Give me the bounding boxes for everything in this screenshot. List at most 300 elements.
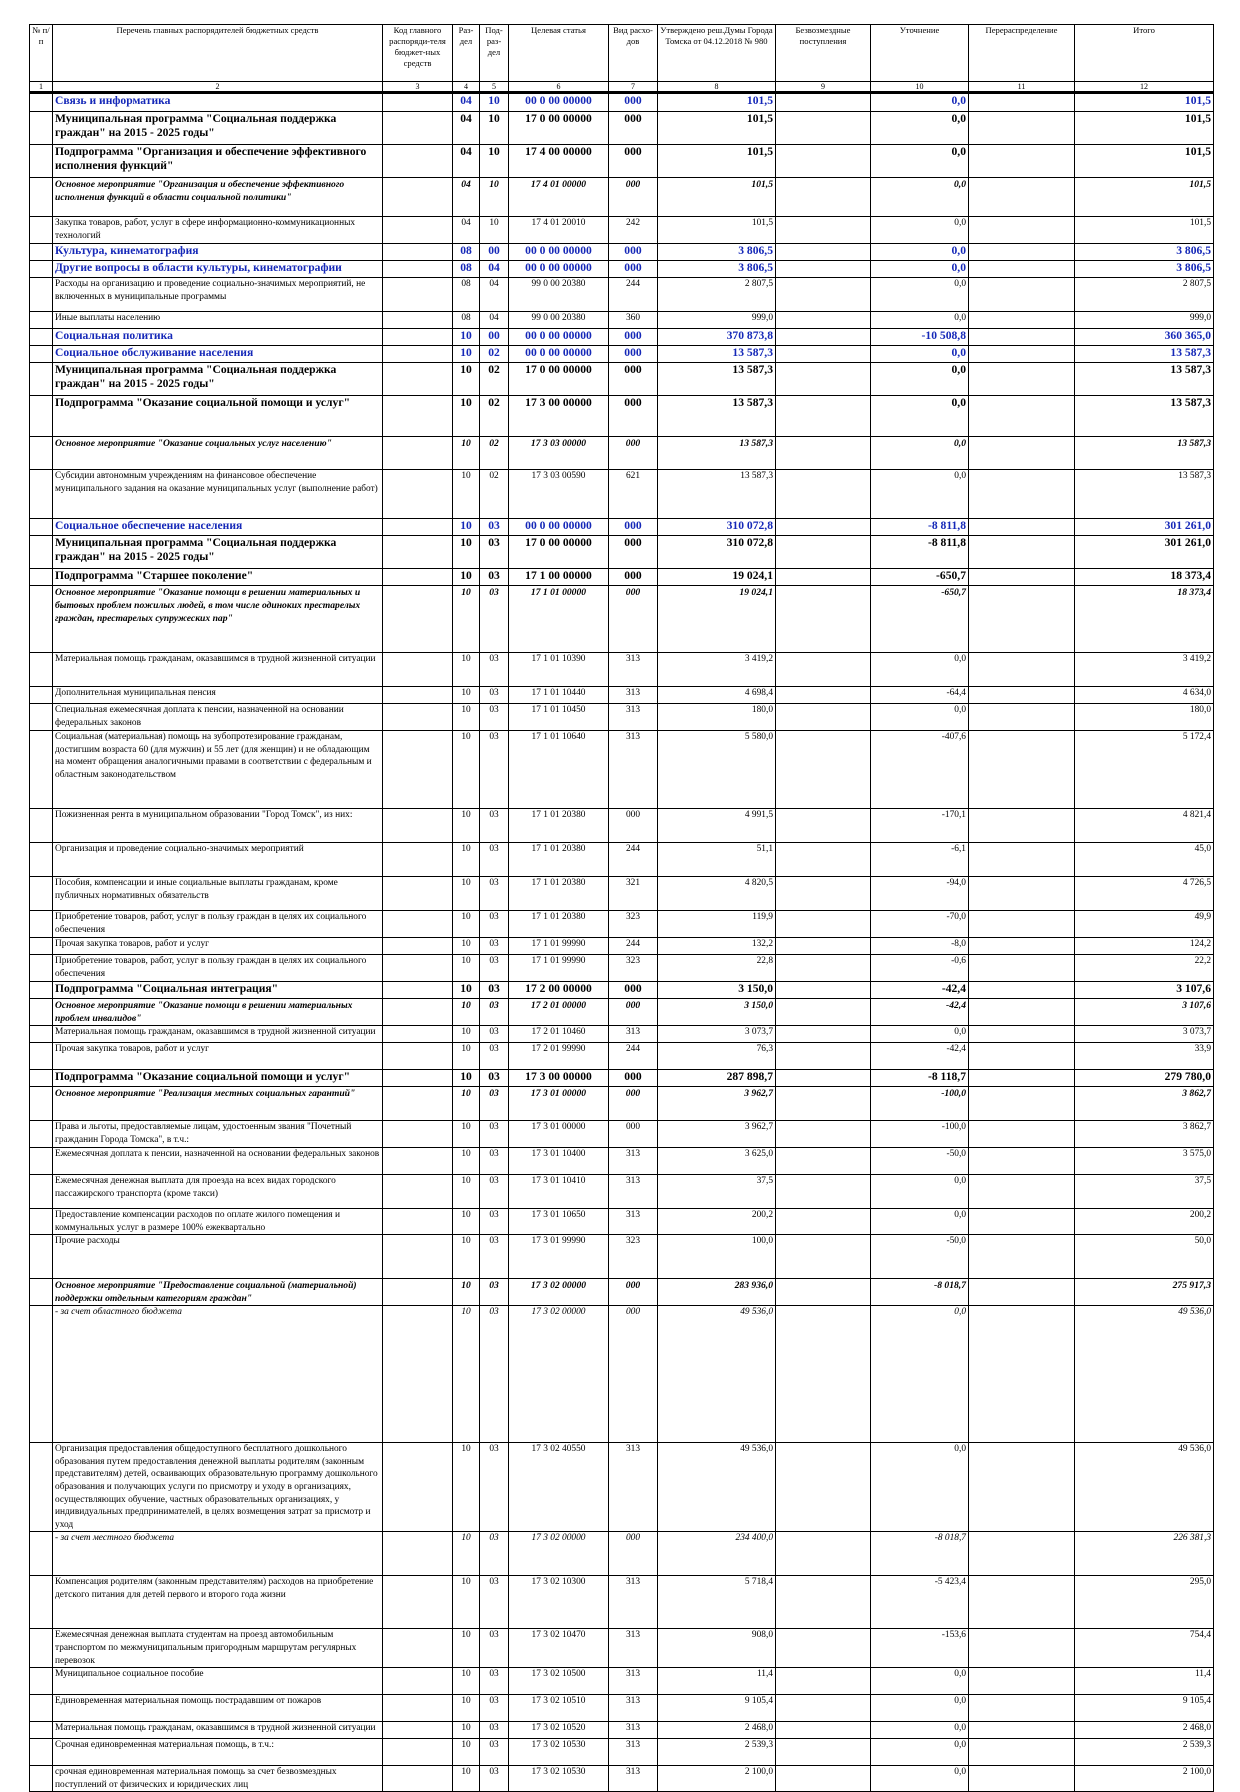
row-approved: 3 150,0: [658, 982, 776, 999]
row-admin-code: [383, 1070, 453, 1087]
column-number: 11: [969, 82, 1075, 93]
row-target-item: 17 3 02 10530: [509, 1766, 609, 1792]
row-redistribution: [969, 329, 1075, 346]
row-total: 4 821,4: [1075, 809, 1214, 843]
row-number: [30, 1722, 53, 1739]
row-name: Материальная помощь гражданам, оказавшимся в трудной жизненной ситуации: [53, 653, 383, 687]
row-grants: [776, 1766, 871, 1792]
row-grants: [776, 731, 871, 809]
row-expense-type: 000: [609, 982, 658, 999]
row-total: 2 100,0: [1075, 1766, 1214, 1792]
row-approved: 119,9: [658, 911, 776, 938]
row-expense-type: 000: [609, 396, 658, 437]
row-admin-code: [383, 244, 453, 261]
row-admin-code: [383, 261, 453, 278]
row-subsection: 03: [480, 1043, 509, 1070]
row-grants: [776, 178, 871, 217]
row-grants: [776, 999, 871, 1026]
row-name: Основное мероприятие "Оказание помощи в решении материальных проблем инвалидов": [53, 999, 383, 1026]
row-approved: 2 468,0: [658, 1722, 776, 1739]
row-target-item: 17 3 02 00000: [509, 1306, 609, 1443]
row-redistribution: [969, 731, 1075, 809]
row-grants: [776, 278, 871, 312]
column-number: 12: [1075, 82, 1214, 93]
table-row: [30, 1722, 1214, 1739]
row-name: Социальное обеспечение населения: [53, 519, 383, 536]
row-target-item: 17 3 01 10650: [509, 1209, 609, 1235]
table-row: [30, 1695, 1214, 1722]
row-name: Социальное обслуживание населения: [53, 346, 383, 363]
row-name: Ежемесячная доплата к пенсии, назначенной на основании федеральных законов: [53, 1148, 383, 1175]
row-admin-code: [383, 536, 453, 569]
row-subsection: 03: [480, 1026, 509, 1043]
row-redistribution: [969, 1766, 1075, 1792]
row-number: [30, 112, 53, 145]
row-clarification: 0,0: [871, 217, 969, 244]
row-expense-type: 313: [609, 1576, 658, 1629]
row-target-item: 17 2 01 10460: [509, 1026, 609, 1043]
row-clarification: -8 811,8: [871, 536, 969, 569]
row-clarification: -8 018,7: [871, 1532, 969, 1576]
row-clarification: 0,0: [871, 1209, 969, 1235]
row-subsection: 10: [480, 217, 509, 244]
row-clarification: 0,0: [871, 145, 969, 178]
row-grants: [776, 1070, 871, 1087]
row-number: [30, 653, 53, 687]
table-row: [30, 278, 1214, 312]
row-total: 2 807,5: [1075, 278, 1214, 312]
row-clarification: -8 018,7: [871, 1279, 969, 1306]
table-row: [30, 145, 1214, 178]
row-approved: 100,0: [658, 1235, 776, 1279]
row-grants: [776, 1668, 871, 1695]
row-grants: [776, 346, 871, 363]
row-approved: 287 898,7: [658, 1070, 776, 1087]
row-total: 13 587,3: [1075, 437, 1214, 470]
row-admin-code: [383, 1443, 453, 1532]
row-redistribution: [969, 396, 1075, 437]
row-subsection: 03: [480, 1443, 509, 1532]
row-clarification: -64,4: [871, 687, 969, 704]
column-number: 4: [453, 82, 480, 93]
column-number: 9: [776, 82, 871, 93]
row-name: Подпрограмма "Оказание социальной помощи и услуг": [53, 1070, 383, 1087]
row-number: [30, 1070, 53, 1087]
row-redistribution: [969, 93, 1075, 112]
row-expense-type: 313: [609, 731, 658, 809]
row-redistribution: [969, 1532, 1075, 1576]
row-target-item: 17 3 02 00000: [509, 1532, 609, 1576]
row-target-item: 17 3 03 00590: [509, 470, 609, 519]
row-total: 101,5: [1075, 93, 1214, 112]
row-subsection: 02: [480, 470, 509, 519]
row-number: [30, 1087, 53, 1121]
row-name: Культура, кинематография: [53, 244, 383, 261]
row-subsection: 03: [480, 1070, 509, 1087]
row-redistribution: [969, 1279, 1075, 1306]
row-clarification: -6,1: [871, 843, 969, 877]
table-row: [30, 217, 1214, 244]
row-redistribution: [969, 536, 1075, 569]
row-grants: [776, 93, 871, 112]
row-admin-code: [383, 437, 453, 470]
row-clarification: 0,0: [871, 437, 969, 470]
row-approved: 5 718,4: [658, 1576, 776, 1629]
row-clarification: -100,0: [871, 1087, 969, 1121]
row-subsection: 03: [480, 955, 509, 982]
row-target-item: 17 1 01 99990: [509, 955, 609, 982]
row-total: 18 373,4: [1075, 586, 1214, 653]
row-target-item: 17 1 00 00000: [509, 569, 609, 586]
row-number: [30, 938, 53, 955]
row-admin-code: [383, 1175, 453, 1209]
row-name: Пожизненная рента в муниципальном образовании "Город Томск", из них:: [53, 809, 383, 843]
row-admin-code: [383, 1668, 453, 1695]
row-redistribution: [969, 999, 1075, 1026]
row-total: 301 261,0: [1075, 519, 1214, 536]
row-section: 04: [453, 145, 480, 178]
row-number: [30, 396, 53, 437]
row-expense-type: 313: [609, 1148, 658, 1175]
table-row: [30, 999, 1214, 1026]
row-section: 10: [453, 809, 480, 843]
row-target-item: 17 3 01 10400: [509, 1148, 609, 1175]
row-clarification: 0,0: [871, 1766, 969, 1792]
row-expense-type: 313: [609, 687, 658, 704]
row-number: [30, 519, 53, 536]
row-clarification: -650,7: [871, 569, 969, 586]
row-number: [30, 569, 53, 586]
row-expense-type: 000: [609, 1532, 658, 1576]
row-total: 2 468,0: [1075, 1722, 1214, 1739]
row-subsection: 03: [480, 704, 509, 731]
row-expense-type: 000: [609, 1279, 658, 1306]
row-name: - за счет местного бюджета: [53, 1532, 383, 1576]
row-subsection: 03: [480, 938, 509, 955]
row-target-item: 17 0 00 00000: [509, 363, 609, 396]
row-section: 10: [453, 1443, 480, 1532]
row-target-item: 00 0 00 00000: [509, 346, 609, 363]
row-admin-code: [383, 731, 453, 809]
row-redistribution: [969, 437, 1075, 470]
row-target-item: 17 0 00 00000: [509, 112, 609, 145]
table-row: [30, 809, 1214, 843]
row-number: [30, 1043, 53, 1070]
row-grants: [776, 145, 871, 178]
row-subsection: 03: [480, 911, 509, 938]
row-grants: [776, 329, 871, 346]
row-grants: [776, 261, 871, 278]
table-row: [30, 178, 1214, 217]
row-redistribution: [969, 569, 1075, 586]
row-expense-type: 000: [609, 519, 658, 536]
row-approved: 5 580,0: [658, 731, 776, 809]
row-name: Прочие расходы: [53, 1235, 383, 1279]
row-subsection: 03: [480, 1532, 509, 1576]
table-row: [30, 982, 1214, 999]
row-number: [30, 731, 53, 809]
row-total: 101,5: [1075, 217, 1214, 244]
row-approved: 370 873,8: [658, 329, 776, 346]
row-name: Права и льготы, предоставляемые лицам, удостоенным звания "Почетный гражданин Города Томска", в т.ч.:: [53, 1121, 383, 1148]
row-approved: 3 962,7: [658, 1087, 776, 1121]
row-subsection: 03: [480, 1576, 509, 1629]
row-expense-type: 000: [609, 536, 658, 569]
row-clarification: -94,0: [871, 877, 969, 911]
row-admin-code: [383, 1722, 453, 1739]
row-admin-code: [383, 653, 453, 687]
row-subsection: 03: [480, 1235, 509, 1279]
row-section: 10: [453, 470, 480, 519]
row-section: 10: [453, 704, 480, 731]
row-name: Основное мероприятие "Организация и обеспечение эффективного исполнения функций в области социальной политики": [53, 178, 383, 217]
row-number: [30, 982, 53, 999]
row-number: [30, 704, 53, 731]
row-subsection: 03: [480, 1279, 509, 1306]
row-admin-code: [383, 178, 453, 217]
row-subsection: 02: [480, 363, 509, 396]
row-admin-code: [383, 1629, 453, 1668]
row-number: [30, 877, 53, 911]
row-number: [30, 1766, 53, 1792]
row-section: 10: [453, 1532, 480, 1576]
row-name: Муниципальная программа "Социальная поддержка граждан" на 2015 - 2025 годы": [53, 112, 383, 145]
row-number: [30, 1148, 53, 1175]
row-approved: 9 105,4: [658, 1695, 776, 1722]
row-expense-type: 313: [609, 1209, 658, 1235]
row-grants: [776, 396, 871, 437]
row-clarification: -100,0: [871, 1121, 969, 1148]
row-expense-type: 000: [609, 1087, 658, 1121]
row-subsection: 02: [480, 346, 509, 363]
row-name: Прочая закупка товаров, работ и услуг: [53, 938, 383, 955]
row-redistribution: [969, 244, 1075, 261]
row-section: 10: [453, 363, 480, 396]
column-numbers-row: [30, 82, 1214, 93]
row-clarification: -153,6: [871, 1629, 969, 1668]
row-number: [30, 437, 53, 470]
row-number: [30, 1739, 53, 1766]
row-section: 10: [453, 687, 480, 704]
table-row: [30, 244, 1214, 261]
row-name: Организация предоставления общедоступного бесплатного дошкольного образования путем предоставления денежной выплаты родителям (законным представителям) детей, осваивающих образовательную программу дошкольного образования и получающих услуги по присмотру и уходу в организациях, осуществляющих обучение, частных образовательных организациях, у индивидуальных предпринимателей, в целях возмещения затрат за присмотр и уход: [53, 1443, 383, 1532]
row-expense-type: 313: [609, 1443, 658, 1532]
header-approved: Утверждено реш.Думы Города Томска от 04.12.2018 № 980: [658, 25, 776, 82]
row-approved: 3 419,2: [658, 653, 776, 687]
row-target-item: 17 3 01 00000: [509, 1087, 609, 1121]
row-section: 08: [453, 312, 480, 329]
row-subsection: 03: [480, 982, 509, 999]
row-admin-code: [383, 1695, 453, 1722]
row-target-item: 17 3 00 00000: [509, 396, 609, 437]
row-subsection: 03: [480, 809, 509, 843]
row-clarification: 0,0: [871, 1443, 969, 1532]
table-row: [30, 1148, 1214, 1175]
row-redistribution: [969, 346, 1075, 363]
row-clarification: 0,0: [871, 346, 969, 363]
row-grants: [776, 244, 871, 261]
row-grants: [776, 687, 871, 704]
header-grants: Безвозмездные поступления: [776, 25, 871, 82]
row-expense-type: 000: [609, 112, 658, 145]
row-total: 101,5: [1075, 178, 1214, 217]
row-grants: [776, 1121, 871, 1148]
row-subsection: 03: [480, 653, 509, 687]
row-redistribution: [969, 1026, 1075, 1043]
row-total: 13 587,3: [1075, 396, 1214, 437]
row-number: [30, 809, 53, 843]
row-number: [30, 955, 53, 982]
row-subsection: 03: [480, 1668, 509, 1695]
row-grants: [776, 955, 871, 982]
row-number: [30, 346, 53, 363]
row-approved: 49 536,0: [658, 1443, 776, 1532]
budget-table: [29, 24, 1214, 1792]
row-target-item: 17 2 01 00000: [509, 999, 609, 1026]
row-grants: [776, 1306, 871, 1443]
table-row: [30, 1739, 1214, 1766]
row-total: 301 261,0: [1075, 536, 1214, 569]
row-grants: [776, 1739, 871, 1766]
row-redistribution: [969, 1087, 1075, 1121]
row-subsection: 03: [480, 1209, 509, 1235]
row-target-item: 17 3 02 40550: [509, 1443, 609, 1532]
table-row: [30, 1121, 1214, 1148]
row-clarification: 0,0: [871, 396, 969, 437]
row-name: Специальная ежемесячная доплата к пенсии, назначенной на основании федеральных законов: [53, 704, 383, 731]
row-approved: 4 698,4: [658, 687, 776, 704]
row-admin-code: [383, 877, 453, 911]
row-grants: [776, 911, 871, 938]
row-clarification: 0,0: [871, 1175, 969, 1209]
row-redistribution: [969, 217, 1075, 244]
row-admin-code: [383, 1235, 453, 1279]
row-grants: [776, 982, 871, 999]
row-redistribution: [969, 519, 1075, 536]
row-name: Муниципальное социальное пособие: [53, 1668, 383, 1695]
row-section: 10: [453, 329, 480, 346]
row-redistribution: [969, 1175, 1075, 1209]
row-redistribution: [969, 1121, 1075, 1148]
row-clarification: -42,4: [871, 1043, 969, 1070]
row-target-item: 17 3 02 10520: [509, 1722, 609, 1739]
header-total: Итого: [1075, 25, 1214, 82]
row-name: Ежемесячная денежная выплата для проезда на всех видах городского пассажирского транспорта (кроме такси): [53, 1175, 383, 1209]
row-approved: 283 936,0: [658, 1279, 776, 1306]
row-number: [30, 1235, 53, 1279]
row-total: 3 862,7: [1075, 1087, 1214, 1121]
row-subsection: 03: [480, 687, 509, 704]
row-subsection: 10: [480, 145, 509, 178]
row-admin-code: [383, 312, 453, 329]
row-name: Предоставление компенсации расходов по оплате жилого помещения и коммунальных услуг в размере 100% ежеквартально: [53, 1209, 383, 1235]
column-number: 10: [871, 82, 969, 93]
row-admin-code: [383, 955, 453, 982]
column-number: 1: [30, 82, 53, 93]
row-subsection: 03: [480, 1306, 509, 1443]
row-number: [30, 312, 53, 329]
table-row: [30, 1629, 1214, 1668]
row-name: Подпрограмма "Организация и обеспечение эффективного исполнения функций": [53, 145, 383, 178]
row-section: 10: [453, 536, 480, 569]
row-redistribution: [969, 982, 1075, 999]
row-admin-code: [383, 470, 453, 519]
column-number: 2: [53, 82, 383, 93]
table-row: [30, 1087, 1214, 1121]
row-approved: 13 587,3: [658, 437, 776, 470]
row-target-item: 17 3 02 10470: [509, 1629, 609, 1668]
row-admin-code: [383, 1766, 453, 1792]
row-name: Социальная (материальная) помощь на зубопротезирование гражданам, достигшим возраста 60 (для мужчин) и 55 лет (для женщин) и не обладающим на момент обращения аналогичными правами в соответствии с федеральным и областным законодательством: [53, 731, 383, 809]
row-expense-type: 000: [609, 437, 658, 470]
row-admin-code: [383, 1576, 453, 1629]
column-number: 5: [480, 82, 509, 93]
row-expense-type: 000: [609, 261, 658, 278]
row-total: 3 107,6: [1075, 982, 1214, 999]
row-number: [30, 586, 53, 653]
row-expense-type: 000: [609, 145, 658, 178]
row-section: 08: [453, 244, 480, 261]
row-admin-code: [383, 217, 453, 244]
row-subsection: 04: [480, 312, 509, 329]
row-target-item: 17 3 00 00000: [509, 1070, 609, 1087]
row-number: [30, 470, 53, 519]
row-approved: 3 806,5: [658, 261, 776, 278]
row-redistribution: [969, 1722, 1075, 1739]
row-section: 10: [453, 1279, 480, 1306]
table-row: [30, 363, 1214, 396]
row-redistribution: [969, 687, 1075, 704]
row-subsection: 10: [480, 178, 509, 217]
row-clarification: -8 811,8: [871, 519, 969, 536]
row-grants: [776, 1576, 871, 1629]
row-grants: [776, 1532, 871, 1576]
table-row: [30, 470, 1214, 519]
row-clarification: 0,0: [871, 1722, 969, 1739]
table-row: [30, 1175, 1214, 1209]
row-name: Приобретение товаров, работ, услуг в пользу граждан в целях их социального обеспечения: [53, 911, 383, 938]
header-number: № п/п: [30, 25, 53, 82]
row-redistribution: [969, 470, 1075, 519]
row-admin-code: [383, 1026, 453, 1043]
row-grants: [776, 1629, 871, 1668]
row-target-item: 17 3 01 99990: [509, 1235, 609, 1279]
row-expense-type: 244: [609, 278, 658, 312]
table-row: [30, 1443, 1214, 1532]
row-expense-type: 244: [609, 843, 658, 877]
row-redistribution: [969, 1739, 1075, 1766]
row-number: [30, 1026, 53, 1043]
row-name: Основное мероприятие "Реализация местных социальных гарантий": [53, 1087, 383, 1121]
row-clarification: -170,1: [871, 809, 969, 843]
row-admin-code: [383, 809, 453, 843]
row-subsection: 03: [480, 1629, 509, 1668]
row-expense-type: 242: [609, 217, 658, 244]
row-clarification: 0,0: [871, 112, 969, 145]
row-subsection: 00: [480, 244, 509, 261]
row-total: 4 726,5: [1075, 877, 1214, 911]
row-clarification: -50,0: [871, 1235, 969, 1279]
row-section: 10: [453, 346, 480, 363]
table-row: [30, 843, 1214, 877]
row-expense-type: 313: [609, 1026, 658, 1043]
row-name: Основное мероприятие "Оказание помощи в решении материальных и бытовых проблем пожилых людей, в том числе одиноких престарелых граждан, престарелых супружеских пар": [53, 586, 383, 653]
row-number: [30, 1306, 53, 1443]
row-admin-code: [383, 1306, 453, 1443]
column-number: 7: [609, 82, 658, 93]
row-number: [30, 217, 53, 244]
row-name: Подпрограмма "Оказание социальной помощи и услуг": [53, 396, 383, 437]
